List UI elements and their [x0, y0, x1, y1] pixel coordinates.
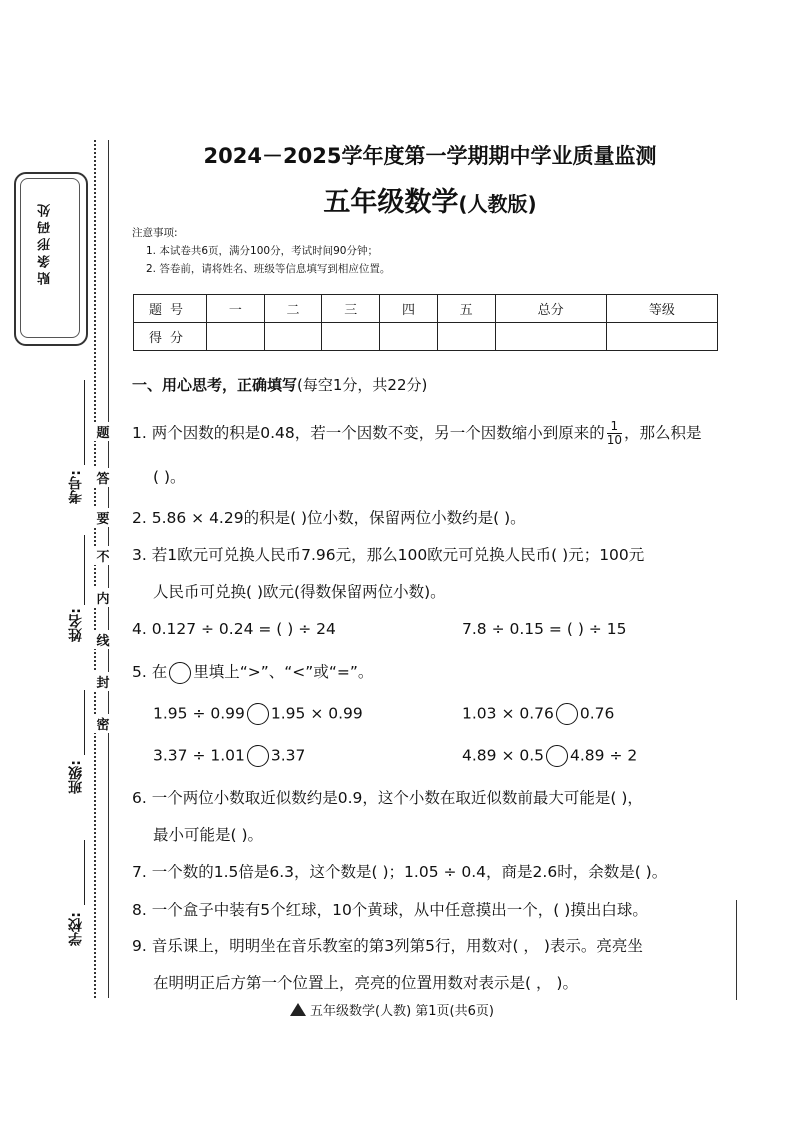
- comparison-left: 3.37 ÷ 1.01: [153, 746, 245, 765]
- question-3-line1: 3. 若1欧元可兑换人民币7.96元，那么100欧元可兑换人民币( )元；100元: [132, 546, 645, 564]
- footer-text: 五年级数学(人教) 第1页(共6页): [310, 1004, 494, 1019]
- notes: [132, 224, 390, 278]
- score-row-label: 得分: [134, 323, 207, 351]
- score-header-cell: 题号: [134, 295, 207, 323]
- class-field[interactable]: [84, 690, 85, 755]
- question-text: 里填上“>”、“<”或“=”。: [193, 663, 374, 681]
- comparison-item: [153, 745, 305, 767]
- section-heading: [132, 374, 427, 395]
- name-label: 姓名:: [68, 608, 84, 642]
- barcode-label: 贴条形码处: [38, 200, 53, 285]
- exam-title: 2024－2025学年度第一学期期中学业质量监测: [203, 144, 657, 168]
- comparison-right: 0.76: [579, 704, 615, 723]
- question-1: [132, 420, 702, 447]
- compare-circle-icon: [169, 662, 191, 684]
- question-text: 1. 两个因数的积是0.48，若一个因数不变，另一个因数缩小到原来的: [132, 424, 605, 442]
- fraction-numerator: 1: [607, 420, 622, 434]
- exam-no-label: 考号:: [68, 470, 84, 504]
- score-header-cell: 四: [380, 295, 438, 323]
- exam-no-field[interactable]: [84, 380, 85, 465]
- name-field[interactable]: [84, 535, 85, 605]
- fraction: [607, 420, 622, 447]
- compare-circle-blank[interactable]: [247, 745, 269, 767]
- question-3-line2: 人民币可兑换( )欧元(得数保留两位小数)。: [153, 583, 446, 601]
- score-table: [133, 294, 718, 351]
- seal-char: 要: [94, 508, 112, 527]
- question-2: 2. 5.86 × 4.29的积是( )位小数，保留两位小数约是( )。: [132, 509, 526, 527]
- class-label: 班级:: [68, 760, 84, 794]
- page-footer: [290, 1000, 494, 1019]
- score-cell[interactable]: [380, 323, 438, 351]
- comparison-item: [462, 745, 637, 767]
- publisher-logo-icon: [290, 1003, 306, 1016]
- seal-char: 封: [94, 672, 112, 691]
- seal-dotted-line: [94, 140, 96, 998]
- comparison-left: 1.95 ÷ 0.99: [153, 704, 245, 723]
- question-4b: 7.8 ÷ 0.15 = ( ) ÷ 15: [462, 620, 627, 638]
- page-edge-line: [736, 900, 737, 1000]
- question-8: 8. 一个盒子中装有5个红球，10个黄球，从中任意摸出一个，( )摸出白球。: [132, 901, 648, 919]
- question-text: ，那么积是: [624, 424, 702, 442]
- edition-label: (人教版): [458, 192, 537, 216]
- question-4a: 4. 0.127 ÷ 0.24 = ( ) ÷ 24: [132, 620, 336, 638]
- score-cell[interactable]: [207, 323, 265, 351]
- question-text: 5. 在: [132, 663, 168, 681]
- subject-title: [250, 180, 610, 219]
- score-header-cell: 一: [207, 295, 265, 323]
- question-1-blank[interactable]: ( )。: [153, 468, 186, 486]
- comparison-right: 1.95 × 0.99: [270, 704, 363, 723]
- comparison-left: 1.03 × 0.76: [462, 704, 554, 723]
- score-table-header-row: [134, 295, 718, 323]
- seal-char: 答: [94, 468, 112, 487]
- question-5: [132, 660, 373, 684]
- score-cell[interactable]: [606, 323, 717, 351]
- question-9-line2: 在明明正后方第一个位置上，亮亮的位置用数对表示是( ， )。: [153, 974, 578, 992]
- question-7: 7. 一个数的1.5倍是6.3，这个数是( )；1.05 ÷ 0.4，商是2.6时，余数是( )。: [132, 863, 668, 881]
- seal-solid-line: [108, 140, 109, 998]
- score-cell[interactable]: [322, 323, 380, 351]
- school-label: 学校:: [68, 912, 84, 946]
- score-cell[interactable]: [437, 323, 495, 351]
- seal-char: 题: [94, 422, 112, 441]
- score-cell[interactable]: [264, 323, 322, 351]
- seal-char: 内: [94, 588, 112, 607]
- subject-name: 五年级数学: [323, 187, 459, 218]
- question-6-line1: 6. 一个两位小数取近似数约是0.9，这个小数在取近似数前最大可能是( )，: [132, 789, 643, 807]
- score-header-cell: 等级: [606, 295, 717, 323]
- fraction-denominator: 10: [606, 433, 623, 447]
- notes-title: 注意事项:: [132, 227, 178, 239]
- comparison-item: [153, 703, 363, 725]
- compare-circle-blank[interactable]: [546, 745, 568, 767]
- seal-char: 密: [94, 714, 112, 733]
- score-header-cell: 五: [437, 295, 495, 323]
- score-header-cell: 三: [322, 295, 380, 323]
- score-header-cell: 二: [264, 295, 322, 323]
- comparison-right: 3.37: [270, 746, 306, 765]
- compare-circle-blank[interactable]: [247, 703, 269, 725]
- note-item: 2. 答卷前，请将姓名、班级等信息填写到相应位置。: [146, 263, 391, 275]
- comparison-right: 4.89 ÷ 2: [570, 746, 638, 765]
- score-cell[interactable]: [495, 323, 606, 351]
- school-field[interactable]: [84, 840, 85, 905]
- question-6-line2: 最小可能是( )。: [153, 826, 264, 844]
- section-subtitle: (每空1分，共22分): [297, 376, 428, 394]
- score-table-score-row: [134, 323, 718, 351]
- question-9-line1: 9. 音乐课上，明明坐在音乐教室的第3列第5行，用数对( ， )表示。亮亮坐: [132, 937, 643, 955]
- seal-char: 不: [94, 546, 112, 565]
- comparison-left: 4.89 × 0.5: [462, 746, 545, 765]
- note-item: 1. 本试卷共6页，满分100分，考试时间90分钟；: [146, 245, 378, 257]
- compare-circle-blank[interactable]: [556, 703, 578, 725]
- section-title: 一、用心思考，正确填写: [132, 376, 298, 394]
- comparison-item: [462, 703, 614, 725]
- score-header-cell: 总分: [495, 295, 606, 323]
- seal-char: 线: [94, 630, 112, 649]
